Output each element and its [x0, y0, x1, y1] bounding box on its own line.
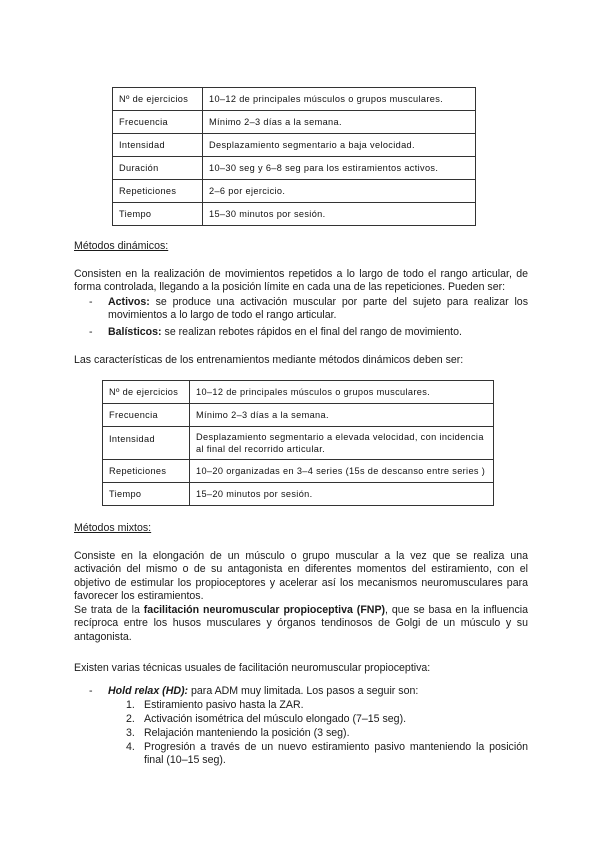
table-row — [113, 157, 476, 180]
table-row — [113, 111, 476, 134]
bullet-marker: - — [89, 326, 93, 338]
row-label: Tiempo — [113, 203, 203, 226]
dynamic-table-intro: Las características de los entrenamientos mediante métodos dinámicos deben ser: — [74, 354, 464, 366]
para2-pre: Se trata de la — [74, 604, 144, 616]
static-methods-table — [112, 87, 476, 226]
dynamic-intro-paragraph: Consisten en la realización de movimientos repetidos a lo largo de todo el rango articular, de forma controlada, llegando a la posición límite en cada una de las repeticiones. Pueden ser: — [74, 268, 528, 294]
row-value: 10–20 organizadas en 3–4 series (15s de descanso entre series ) — [190, 460, 494, 483]
row-label: Nº de ejercicios — [103, 381, 190, 404]
step-text: Relajación manteniendo la posición (3 seg). — [144, 727, 350, 739]
step-text: Progresión a través de un nuevo estiramiento pasivo manteniendo la posición final (10–15 seg). — [144, 741, 528, 767]
row-label: Tiempo — [103, 483, 190, 506]
row-value: 10–30 seg y 6–8 seg para los estiramientos activos. — [203, 157, 476, 180]
row-label: Frecuencia — [113, 111, 203, 134]
step-number: 2. — [126, 713, 135, 725]
row-label: Repeticiones — [103, 460, 190, 483]
table-row — [103, 381, 494, 404]
row-label: Duración — [113, 157, 203, 180]
bullet-item-balisticos — [108, 326, 528, 339]
row-value: 2–6 por ejercicio. — [203, 180, 476, 203]
para2-post: , que se basa en la influencia recíproca entre los husos musculares y órganos tendinosos de Golgi de un músculo y su antagonista. — [74, 604, 528, 643]
table-row — [113, 203, 476, 226]
table-row — [113, 180, 476, 203]
bullet-term: Balísticos: — [108, 326, 162, 338]
row-value: 10–12 de principales músculos o grupos musculares. — [203, 88, 476, 111]
table-row — [103, 427, 494, 460]
row-value: 15–20 minutos por sesión. — [190, 483, 494, 506]
step-number: 1. — [126, 699, 135, 711]
row-value: 10–12 de principales músculos o grupos musculares. — [190, 381, 494, 404]
table-row — [103, 404, 494, 427]
technique-text: para ADM muy limitada. Los pasos a seguir son: — [188, 685, 419, 697]
row-value: 15–30 minutos por sesión. — [203, 203, 476, 226]
row-label: Intensidad — [113, 134, 203, 157]
bullet-marker: - — [89, 296, 93, 308]
bullet-term: Activos: — [108, 296, 150, 308]
dynamic-methods-heading: Métodos dinámicos: — [74, 240, 169, 252]
table-row — [103, 460, 494, 483]
mixed-paragraph-2 — [74, 604, 528, 644]
step-number: 3. — [126, 727, 135, 739]
row-value: Mínimo 2–3 días a la semana. — [203, 111, 476, 134]
row-value: Desplazamiento segmentario a baja velocidad. — [203, 134, 476, 157]
bullet-text: se produce una activación muscular por parte del sujeto para realizar los movimientos a lo largo de todo el rango articular. — [108, 296, 528, 322]
table-row — [103, 483, 494, 506]
step-text: Estiramiento pasivo hasta la ZAR. — [144, 699, 304, 711]
fnp-term: facilitación neuromuscular propioceptiva (FNP) — [143, 604, 386, 616]
row-value: Mínimo 2–3 días a la semana. — [190, 404, 494, 427]
bullet-item-activos — [108, 296, 528, 323]
techniques-intro: Existen varias técnicas usuales de facilitación neuromuscular propioceptiva: — [74, 662, 431, 674]
dynamic-methods-table — [102, 380, 494, 506]
step-number: 4. — [126, 741, 135, 753]
table-row — [113, 134, 476, 157]
row-value: Desplazamiento segmentario a elevada velocidad, con incidencia al final del recorrido articular. — [190, 427, 494, 460]
row-label: Intensidad — [103, 427, 190, 460]
mixed-paragraph-1: Consiste en la elongación de un músculo o grupo muscular a la vez que se realiza una activación del mismo o de su antagonista en diferentes momentos del estiramiento, con el objetivo de estimular los propioceptores y acelerar así los mecanismos neuromusculares para favorecer los estiramientos. — [74, 550, 528, 603]
table-row — [113, 88, 476, 111]
row-label: Repeticiones — [113, 180, 203, 203]
row-label: Nº de ejercicios — [113, 88, 203, 111]
row-label: Frecuencia — [103, 404, 190, 427]
bullet-marker: - — [89, 685, 93, 697]
bullet-text: se realizan rebotes rápidos en el final del rango de movimiento. — [161, 326, 462, 338]
step-text: Activación isométrica del músculo elongado (7–15 seg). — [144, 713, 407, 725]
mixed-methods-heading: Métodos mixtos: — [74, 522, 152, 534]
technique-term: Hold relax (HD): — [108, 685, 189, 697]
technique-hold-relax — [108, 685, 528, 698]
